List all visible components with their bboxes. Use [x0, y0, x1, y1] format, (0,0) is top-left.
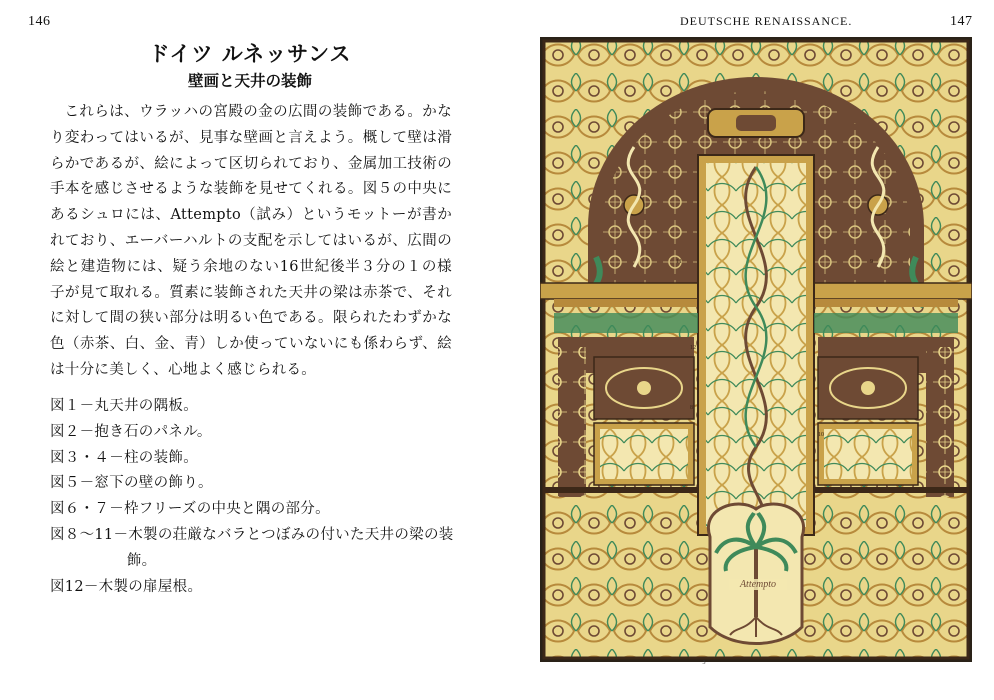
running-head: DEUTSCHE RENAISSANCE.: [680, 14, 853, 28]
figure-caption: 図２－抱き石のパネル。: [50, 423, 212, 440]
figure-label-8: 8: [690, 405, 693, 411]
figure-label-10: 10: [818, 432, 824, 438]
figure-list: [50, 394, 460, 600]
figure-label-12: 12: [690, 345, 696, 351]
page-number-right: 147: [950, 14, 973, 29]
page-number-left: 146: [28, 14, 51, 29]
body-paragraph: これらは、ウラッハの宮殿の金の広間の装飾である。かなり変わってはいるが、見事な壁画と言えよう。概して壁は滑らかであるが、絵によって区切られており、金属加工技術の手本を感じさせるような装飾を見せてくれる。図５の中央にあるシュロには、Attempto（試み）というモットーが書かれており、エーバーハルトの支配を示してはいるが、広間の絵と建造物には、疑う余地のない16世紀後半３分の１の様子が見て取れる。質素に装飾された天井の梁は赤茶で、それに対して間の狭い部分は明るい色である。限られたわずかな色（赤茶、白、金、青）しか使っていないにも係わらず、絵は十分に美しく、心地よく感じられる。: [50, 104, 452, 378]
figure-caption: 図１－丸天井の隅板。: [50, 398, 198, 414]
figure-caption: 図３・４－柱の装飾。: [50, 449, 198, 466]
ornament-plate-illustration: [540, 37, 972, 662]
plate-number: 3: [702, 660, 706, 666]
figure-caption: 図６・７－枠フリーズの中央と隅の部分。: [50, 501, 330, 518]
figure-label-9: 9: [870, 259, 873, 265]
page-title: ドイツ ルネッサンス: [148, 42, 352, 66]
figure-caption: 図５－窓下の壁の飾り。: [50, 475, 213, 492]
page-subtitle: 壁画と天井の装飾: [187, 72, 312, 90]
figure-caption: 図12－木製の扉屋根。: [50, 578, 203, 595]
figure-label-11: 11: [676, 259, 682, 265]
attempto-motto: Attempto: [729, 579, 787, 590]
figure-caption: 図８～11－木製の荘厳なバラとつぼみの付いた天井の梁の装飾。: [50, 526, 454, 569]
ornament-plate: [540, 37, 972, 662]
